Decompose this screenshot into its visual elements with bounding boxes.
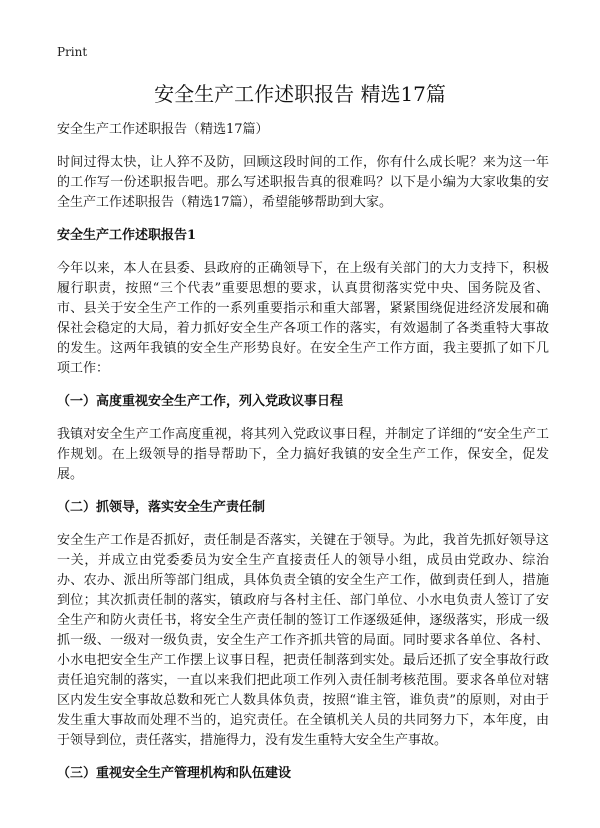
document-body xyxy=(57,120,549,797)
page-title: 安全生产工作述职报告 精选17篇 xyxy=(154,82,446,106)
subsection-heading-2: （二）抓领导，落实安全生产责任制 xyxy=(57,500,266,515)
section-heading: 安全生产工作述职报告1 xyxy=(57,228,197,243)
document-subtitle: 安全生产工作述职报告（精选17篇） xyxy=(57,122,269,137)
subsection-paragraph-2: 安全生产工作是否抓好，责任制是否落实，关键在于领导。为此，我首先抓好领导这一关，并成立由党委委员为安全生产直接责任人的领导小组，成员由党政办、综治办、农办、派出所等部门组成，具体负责全镇的安全生产工作，做到责任到人，措施到位；其次抓责任制的落实，镇政府与各村主任、部门单位、小水电负责人签订了安全生产和防火责任书，将安全生产责任制的签订工作逐级延伸，逐级落实，形成一级抓一级、一级对一级负责，安全生产工作齐抓共管的局面。同时要求各单位、各村、小水电把安全生产工作摆上议事日程，把责任制落到实处。最后还抓了安全事故行政责任追究制的落实，一直以来我们把此项工作列入责任制考核范围。要求各单位对辖区内发生安全事故总数和死亡人数具体负责，按照“谁主管，谁负责”的原则，对由于发生重大事故而处理不当的，追究责任。在全镇机关人员的共同努力下，本年度，由于领导到位，责任落实，措施得力，没有发生重特大安全生产事故。 xyxy=(57,533,549,748)
subsection-heading-1: （一）高度重视安全生产工作，列入党政议事日程 xyxy=(57,394,344,409)
print-link[interactable]: Print xyxy=(57,45,88,59)
intro-paragraph: 时间过得太快，让人猝不及防，回顾这段时间的工作，你有什么成长呢？来为这一年的工作写一份述职报告吧。那么写述职报告真的很难吗？以下是小编为大家收集的安全生产工作述职报告（精选17篇），希望能够帮助到大家。 xyxy=(57,155,549,210)
section-paragraph: 今年以来，本人在县委、县政府的正确领导下，在上级有关部门的大力支持下，积极履行职责，按照“三个代表”重要思想的要求，认真贯彻落实党中央、国务院及省、市、县关于安全生产工作的一系列重要指示和重大部署，紧紧围绕促进经济发展和确保社会稳定的大局，着力抓好安全生产各项工作的落实，有效遏制了各类重特大事故的发生。这两年我镇的安全生产形势良好。在安全生产工作方面，我主要抓了如下几项工作： xyxy=(57,261,549,376)
subsection-paragraph-1: 我镇对安全生产工作高度重视，将其列入党政议事日程，并制定了详细的“安全生产工作规划。在上级领导的指导帮助下，全力搞好我镇的安全生产工作，保安全，促发展。 xyxy=(57,427,549,482)
subsection-heading-3: （三）重视安全生产管理机构和队伍建设 xyxy=(57,766,292,781)
